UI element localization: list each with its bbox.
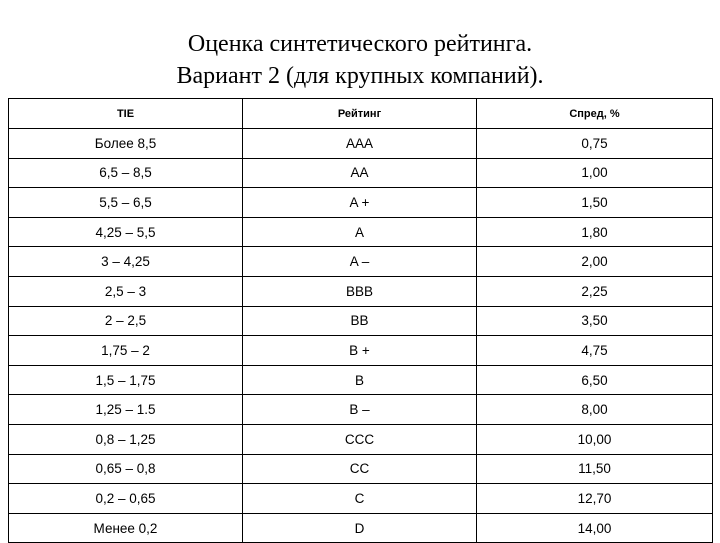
- tie-cell: 2 – 2,5: [9, 306, 243, 336]
- rating-cell: A: [243, 217, 477, 247]
- spread-cell: 1,80: [477, 217, 713, 247]
- rating-table: [8, 98, 713, 543]
- rating-cell: A –: [243, 247, 477, 277]
- spread-cell: 11,50: [477, 454, 713, 484]
- spread-cell: 2,25: [477, 276, 713, 306]
- table-row: [9, 454, 713, 484]
- rating-cell: B: [243, 365, 477, 395]
- title-line-2: Вариант 2 (для крупных компаний).: [176, 63, 544, 89]
- rating-cell: B +: [243, 336, 477, 366]
- spread-cell: 6,50: [477, 365, 713, 395]
- tie-cell: 6,5 – 8,5: [9, 158, 243, 188]
- table-header: [9, 99, 713, 129]
- spread-cell: 8,00: [477, 395, 713, 425]
- spread-cell: 3,50: [477, 306, 713, 336]
- table-row: [9, 513, 713, 543]
- rating-cell: BB: [243, 306, 477, 336]
- table-row: [9, 306, 713, 336]
- table-row: [9, 395, 713, 425]
- table-row: [9, 424, 713, 454]
- spread-cell: 12,70: [477, 484, 713, 514]
- rating-cell: D: [243, 513, 477, 543]
- table-body: [9, 129, 713, 543]
- tie-cell: 0,2 – 0,65: [9, 484, 243, 514]
- title-line-1: Оценка синтетического рейтинга.: [187, 31, 533, 57]
- rating-cell: AAA: [243, 129, 477, 159]
- table-row: [9, 188, 713, 218]
- table-row: [9, 129, 713, 159]
- rating-cell: CC: [243, 454, 477, 484]
- table-row: [9, 247, 713, 277]
- rating-cell: BBB: [243, 276, 477, 306]
- spread-cell: 14,00: [477, 513, 713, 543]
- table-row: [9, 158, 713, 188]
- rating-cell: C: [243, 484, 477, 514]
- table-row: [9, 365, 713, 395]
- spread-cell: 1,50: [477, 188, 713, 218]
- spread-cell: 10,00: [477, 424, 713, 454]
- rating-cell: CCC: [243, 424, 477, 454]
- tie-cell: 0,65 – 0,8: [9, 454, 243, 484]
- spread-cell: 2,00: [477, 247, 713, 277]
- tie-cell: Менее 0,2: [9, 513, 243, 543]
- table-row: [9, 484, 713, 514]
- spread-cell: 1,00: [477, 158, 713, 188]
- tie-cell: 1,25 – 1.5: [9, 395, 243, 425]
- rating-cell: B –: [243, 395, 477, 425]
- tie-cell: 0,8 – 1,25: [9, 424, 243, 454]
- rating-cell: AA: [243, 158, 477, 188]
- rating-cell: A +: [243, 188, 477, 218]
- column-header-spread: Спред, %: [477, 99, 713, 129]
- tie-cell: Более 8,5: [9, 129, 243, 159]
- tie-cell: 1,5 – 1,75: [9, 365, 243, 395]
- column-header-tie: TIE: [9, 99, 243, 129]
- tie-cell: 3 – 4,25: [9, 247, 243, 277]
- tie-cell: 5,5 – 6,5: [9, 188, 243, 218]
- tie-cell: 4,25 – 5,5: [9, 217, 243, 247]
- table-row: [9, 276, 713, 306]
- page-title: [0, 28, 720, 92]
- table-row: [9, 217, 713, 247]
- tie-cell: 1,75 – 2: [9, 336, 243, 366]
- table-header-row: [9, 99, 713, 129]
- tie-cell: 2,5 – 3: [9, 276, 243, 306]
- table-row: [9, 336, 713, 366]
- spread-cell: 4,75: [477, 336, 713, 366]
- spread-cell: 0,75: [477, 129, 713, 159]
- column-header-rating: Рейтинг: [243, 99, 477, 129]
